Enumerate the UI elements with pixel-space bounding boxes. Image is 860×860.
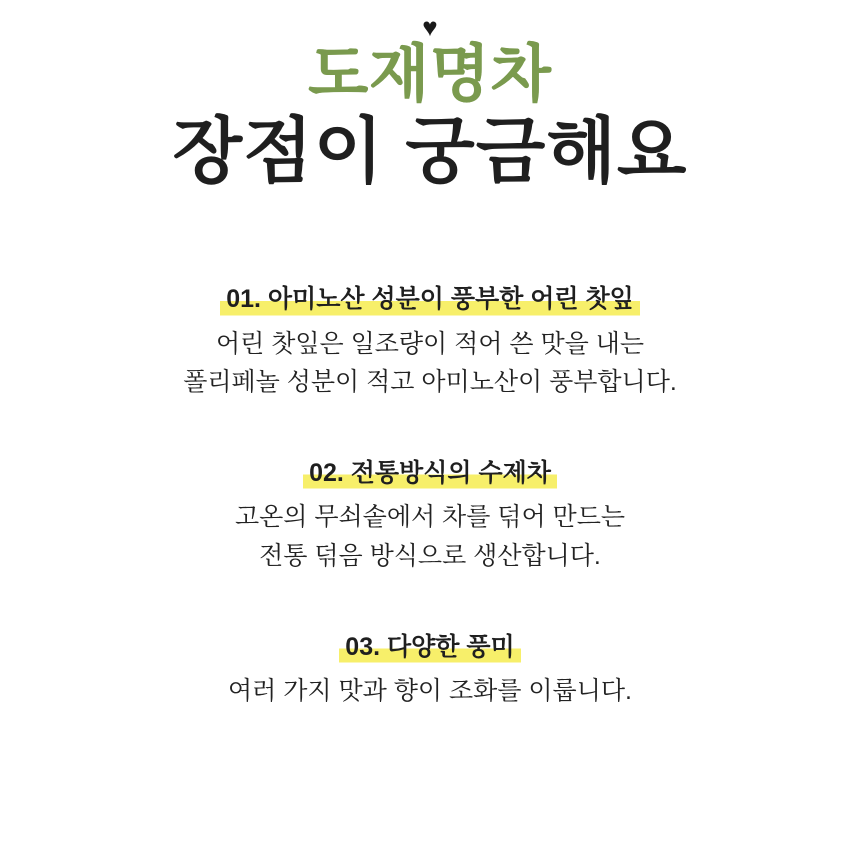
benefit-line: 여러 가지 맛과 향이 조화를 이룹니다.: [228, 677, 632, 706]
benefit-description: [0, 498, 860, 576]
benefits-list: [0, 284, 860, 711]
benefit-line: 폴리페놀 성분이 적고 아미노산이 풍부합니다.: [183, 368, 677, 397]
benefit-item-3: [0, 632, 860, 711]
benefit-line: 고온의 무쇠솥에서 차를 덖어 만드는: [234, 503, 626, 532]
benefit-item-2: [0, 458, 860, 576]
heart-icon: ♥: [422, 12, 438, 42]
benefit-description: [0, 672, 860, 711]
benefit-title: 03. 다양한 풍미: [339, 632, 520, 664]
page-title: 장점이 궁금해요: [172, 112, 688, 193]
benefit-description: [0, 325, 860, 403]
benefit-line: 어린 찻잎은 일조량이 적어 쓴 맛을 내는: [215, 329, 645, 358]
page-header: [0, 14, 860, 192]
benefit-line: 전통 덖음 방식으로 생산합니다.: [259, 542, 601, 571]
benefit-title: 02. 전통방식의 수제차: [303, 458, 557, 490]
benefit-item-1: [0, 284, 860, 402]
brand-title: 도재명차: [308, 40, 552, 109]
benefit-title: 01. 아미노산 성분이 풍부한 어린 찻잎: [220, 284, 640, 316]
